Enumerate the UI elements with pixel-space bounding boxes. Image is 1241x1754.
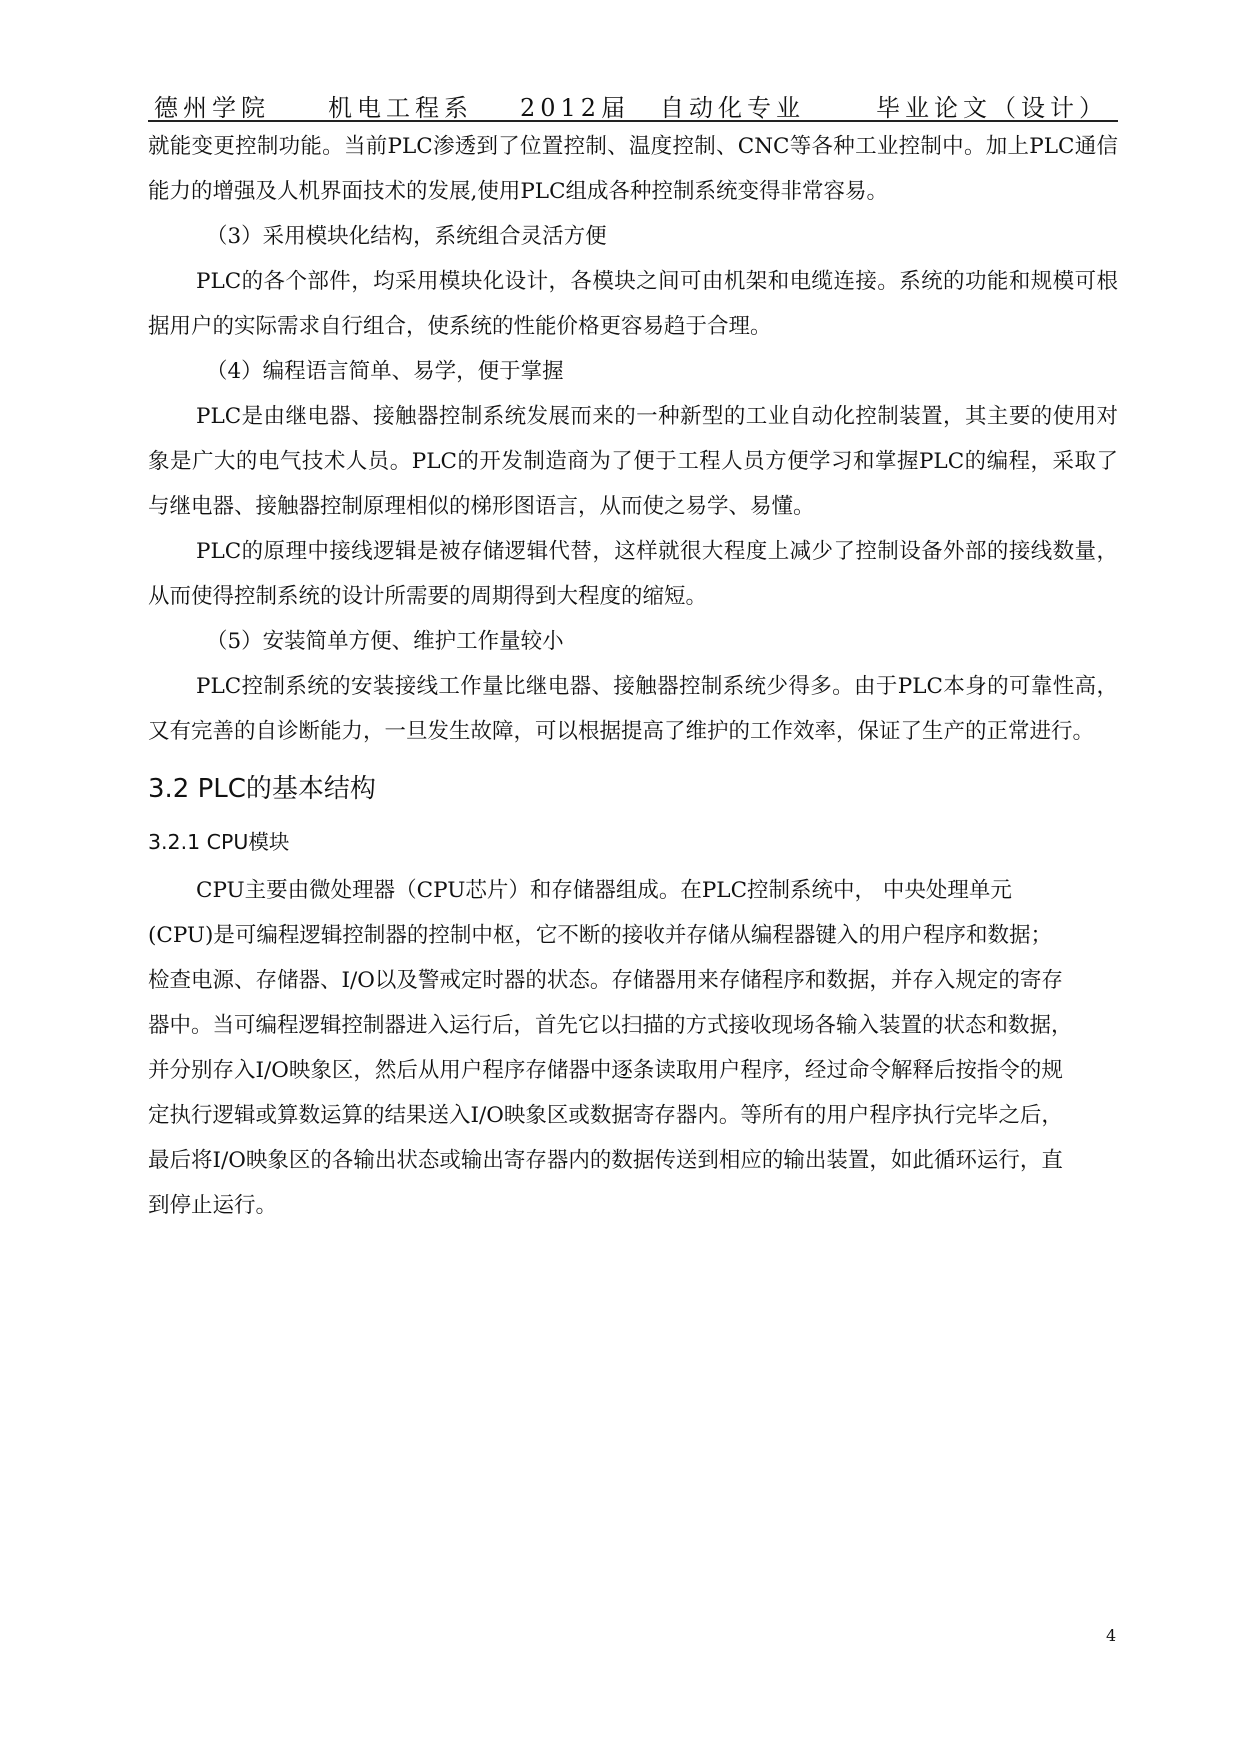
header-year: 2012届 bbox=[520, 94, 631, 122]
subsection-title: 3.2.1 CPU模块 bbox=[148, 830, 290, 854]
section-title: 3.2 PLC的基本结构 bbox=[148, 774, 376, 804]
header-department: 机电工程系 bbox=[328, 94, 473, 122]
page-content bbox=[148, 124, 1118, 1228]
feature-heading-4: （4）编程语言简单、易学，便于掌握 bbox=[206, 359, 564, 384]
running-header bbox=[148, 86, 1118, 122]
header-school: 德州学院 bbox=[154, 94, 270, 122]
paragraph-logic: PLC的原理中接线逻辑是被存储逻辑代替，这样就很大程度上减少了控制设备外部的接线数量，从而使得控制系统的设计所需要的周期得到大程度的缩短。 bbox=[148, 539, 1118, 609]
paragraph-programming: PLC是由继电器、接触器控制系统发展而来的一种新型的工业自动化控制装置，其主要的使用对象是广大的电气技术人员。PLC的开发制造商为了便于工程人员方便学习和掌握PLC的编程，采取了与继电器、接触器控制原理相似的梯形图语言，从而使之易学、易懂。 bbox=[148, 404, 1118, 519]
paragraph-modular: PLC的各个部件，均采用模块化设计，各模块之间可由机架和电缆连接。系统的功能和规模可根据用户的实际需求自行组合，使系统的性能价格更容易趋于合理。 bbox=[148, 269, 1118, 339]
paragraph-installation: PLC控制系统的安装接线工作量比继电器、接触器控制系统少得多。由于PLC本身的可靠性高，又有完善的自诊断能力，一旦发生故障，可以根据提高了维护的工作效率，保证了生产的正常进行。 bbox=[148, 674, 1118, 744]
paragraph-continuation: 就能变更控制功能。当前PLC渗透到了位置控制、温度控制、CNC等各种工业控制中。加上PLC通信能力的增强及人机界面技术的发展,使用PLC组成各种控制系统变得非常容易。 bbox=[148, 134, 1118, 204]
page-number: 4 bbox=[1106, 1626, 1117, 1645]
paragraph-cpu: CPU主要由微处理器（CPU芯片）和存储器组成。在PLC控制系统中， 中央处理单元(CPU)是可编程逻辑控制器的控制中枢，它不断的接收并存储从编程器键入的用户程序和数据；检查电源、存储器、I/O以及警戒定时器的状态。存储器用来存储程序和数据，并存入规定的寄存器中。当可编程逻辑控制器进入运行后，首先它以扫描的方式接收现场各输入装置的状态和数据，并分别存入I/O映象区，然后从用户程序存储器中逐条读取用户程序，经过命令解释后按指令的规定执行逻辑或算数运算的结果送入I/O映象区或数据寄存器内。等所有的用户程序执行完毕之后，最后将I/O映象区的各输出状态或输出寄存器内的数据传送到相应的输出装置，如此循环运行，直到停止运行。 bbox=[148, 878, 1073, 1218]
feature-heading-3: （3）采用模块化结构，系统组合灵活方便 bbox=[206, 224, 607, 249]
header-major: 自动化专业 bbox=[660, 94, 805, 122]
feature-heading-5: （5）安装简单方便、维护工作量较小 bbox=[206, 629, 564, 654]
header-doc-type: 毕业论文（设计） bbox=[876, 94, 1108, 122]
